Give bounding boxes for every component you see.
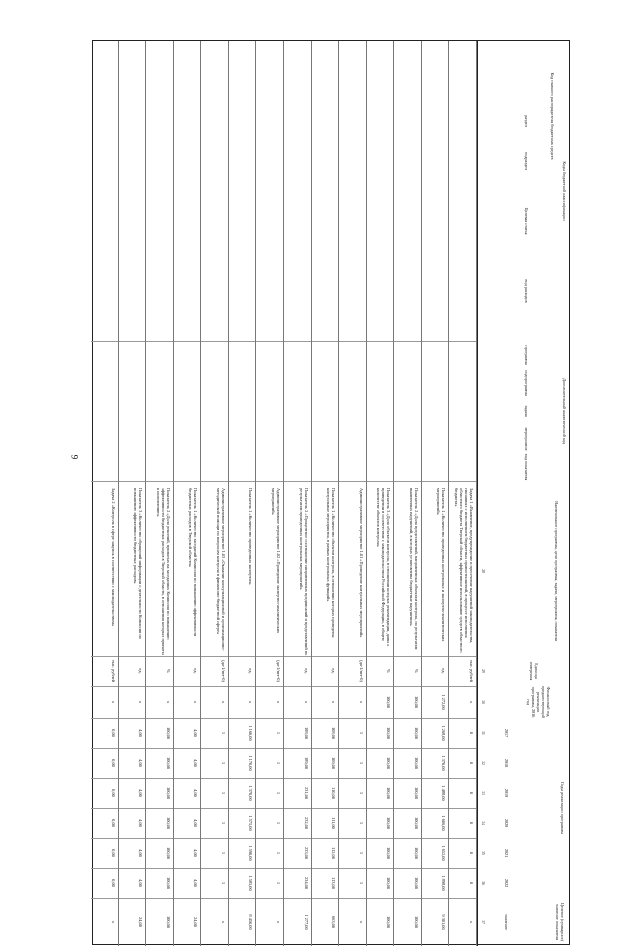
table-row [367, 41, 395, 946]
col-number-34: 34 [481, 821, 485, 825]
table-row [119, 41, 147, 946]
row-year-value: 0 [469, 731, 474, 735]
row-name: Показатель 1 «Количество заседаний Комиссии по повышению эффективности бюджетных расходов в Тверской области» [188, 488, 199, 637]
row-year-value: 1 268,00 [441, 725, 447, 741]
row-fin: х [220, 700, 226, 704]
row-name: Показатель 1 «Количество проведенных экспертиз» [248, 488, 254, 585]
row-name: Показатель 2 «Доля представлений, направленных объектам контроля, по результатам выявленных нарушений, в которых установлены бюджетные нарушения» [408, 488, 419, 650]
row-year-value: 4,00 [138, 729, 144, 737]
header-target: Целевое (суммарное) значение показателя [555, 903, 565, 941]
row-name: Показатель 1 «Количество проведенных контрольных и экспертно-аналитических мероприятий» [436, 488, 447, 642]
row-target: х [276, 920, 281, 924]
row-year-value: 0 [469, 851, 474, 855]
row-year-value: 0,00 [110, 819, 116, 827]
row-fin: х [331, 700, 337, 704]
row-year-value: 1 488,00 [441, 785, 447, 801]
row-year-value: 111,00 [331, 817, 337, 829]
header-add-program: программа [524, 345, 529, 365]
row-target: 100,00 [165, 915, 171, 929]
header-razdel: раздел [524, 115, 529, 127]
header-codes-group: Коды бюджетной классификации [562, 161, 567, 221]
row-year-value: 100,00 [413, 846, 419, 860]
row-year-value: 1 606,00 [441, 815, 447, 831]
row-year-value: 100,00 [413, 726, 419, 740]
header-fin: Финансовый год, предшествующий реализации программы, 2016 год [526, 686, 551, 718]
row-year-value: 233,00 [303, 846, 309, 860]
row-unit: (да-1/нет-0) [358, 660, 364, 682]
row-year-value: 100,00 [386, 756, 392, 770]
col-number-36: 36 [481, 881, 485, 885]
row-name: Показатель 3 «Доля объектов контроля, в отношении которых рекомендации, даны о приведении в соответствие с законодательством Российской Федерации, в общем количестве объектов контроля» [376, 488, 392, 647]
row-fin: х [138, 700, 144, 704]
row-year-value: 1 [358, 821, 364, 825]
row-year-value: 232,00 [303, 816, 309, 830]
row-fin: х [248, 700, 254, 704]
row-year-value: 0,00 [110, 759, 116, 767]
row-year-value: 1 [358, 881, 364, 885]
row-fin: 1 272,00 [441, 694, 447, 710]
row-year-value: 100,00 [165, 786, 171, 800]
header-add-event: мероприятие [524, 427, 529, 451]
table-row [256, 41, 284, 946]
row-unit: % [165, 669, 171, 673]
row-target: 100,00 [386, 915, 392, 929]
row-unit: ед. [248, 668, 254, 674]
row-year-value: 1 [276, 851, 281, 855]
row-year-value: 4,00 [193, 879, 199, 887]
row-unit: % [413, 669, 419, 673]
row-name: Задача 2 «Контроль в сфере закупок в соответствии с законодательством» [110, 488, 116, 627]
row-year-value: 100,00 [165, 726, 171, 740]
row-year-value: 1 652,00 [441, 845, 447, 861]
row-fin: 100,00 [413, 695, 419, 709]
col-number-31: 31 [481, 731, 485, 735]
row-year-value: 1 [276, 821, 281, 825]
row-year-value: 4,00 [193, 759, 199, 767]
row-year-value: 1 370,00 [441, 755, 447, 771]
row-target: 8 450,00 [248, 914, 254, 930]
row-year-value: 1 160,00 [248, 725, 254, 741]
row-year-value: 4,00 [138, 879, 144, 887]
row-unit: (да-1/нет-0) [276, 660, 281, 682]
row-name: Административное мероприятие 1.01 «Проведение контрольных мероприятий» [358, 488, 364, 638]
row-unit: тыс. рублей [469, 660, 474, 682]
row-unit: ед. [303, 668, 309, 674]
table-sheet [92, 40, 570, 945]
header-year-2018: 2018 [504, 758, 509, 768]
row-year-value: 0 [469, 791, 474, 795]
row-year-value: 1 [276, 761, 281, 765]
row-year-value: 109,00 [331, 756, 337, 770]
row-year-value: 189,00 [303, 756, 309, 770]
row-fin: х [303, 700, 309, 704]
row-year-value: 1 [358, 761, 364, 765]
row-year-value: 100,00 [413, 756, 419, 770]
table-row [174, 41, 202, 946]
row-target: 9 301,00 [441, 914, 447, 930]
row-name: Показатель 1 «Количество объектов контроля, в отношении которых проведены контрольные мероприятия, в рамках контрольных функций» [326, 488, 337, 638]
row-year-value: 234,00 [303, 876, 309, 890]
table-row [284, 41, 312, 946]
table-row [229, 41, 257, 946]
row-year-value: 231,00 [303, 786, 309, 800]
header-podrazdel: подраздел [524, 152, 529, 170]
row-year-value: 1 [358, 851, 364, 855]
row-year-value: 4,00 [138, 789, 144, 797]
row-year-value: 1 [358, 791, 364, 795]
row-year-value: 0,00 [110, 849, 116, 857]
row-fin: х [276, 700, 281, 704]
row-year-value: 4,00 [193, 819, 199, 827]
row-year-value: 100,00 [386, 786, 392, 800]
header-years-group: Годы реализации программы [560, 782, 565, 834]
header-target-article: Целевая статья [524, 207, 529, 235]
table-row [394, 41, 422, 946]
header-code-gr: Код главного распорядителя бюджетных средств [550, 72, 555, 160]
col-number-29: 29 [481, 669, 485, 673]
row-year-value: 1 [220, 791, 226, 795]
row-year-value: 1 170,00 [248, 755, 254, 771]
header-value: значение [504, 914, 509, 930]
col-number-33: 33 [481, 791, 485, 795]
row-fin: х [358, 700, 364, 704]
row-target: 24,00 [138, 917, 144, 927]
row-year-value: 0,00 [110, 879, 116, 887]
table-header [477, 41, 569, 946]
row-unit: ед. [193, 668, 199, 674]
header-add-subprogram: подпрограмма [524, 370, 529, 396]
row-target: 663,00 [331, 915, 337, 929]
row-year-value: 4,00 [193, 729, 199, 737]
row-year-value: 1 [276, 791, 281, 795]
header-year-2017: 2017 [504, 728, 509, 738]
header-add-task: задача [524, 405, 529, 417]
header-additional-group: Дополнительный аналитический код [562, 378, 567, 444]
row-year-value: 1 590,00 [248, 845, 254, 861]
row-year-value: 1 575,00 [248, 815, 254, 831]
table-row [449, 41, 477, 946]
table-row [312, 41, 340, 946]
row-year-value: 100,00 [165, 876, 171, 890]
header-year-2021: 2021 [504, 848, 509, 858]
row-year-value: 0 [469, 821, 474, 825]
row-year-value: 4,00 [138, 759, 144, 767]
row-year-value: 1 [358, 731, 364, 735]
row-year-value: 0,00 [110, 729, 116, 737]
row-year-value: 1 [220, 731, 226, 735]
row-fin: х [165, 700, 171, 704]
row-fin: 100,00 [386, 695, 392, 709]
row-name: Показатель 3 «Количество обращений информации о деятельности Комиссии по повышению эффективности бюджетных расходов» [133, 488, 144, 639]
row-year-value: 100,00 [386, 876, 392, 890]
row-year-value: 112,00 [331, 847, 337, 859]
row-year-value: 1 [276, 881, 281, 885]
row-target: 100,00 [413, 915, 419, 929]
header-unit: Единица измерения [529, 661, 539, 681]
col-number-37: 37 [481, 920, 485, 924]
row-unit: ед. [138, 668, 144, 674]
row-year-value: 1 [220, 761, 226, 765]
row-year-value: 100,00 [413, 816, 419, 830]
table-row [146, 41, 174, 946]
header-year-2020: 2020 [504, 818, 509, 828]
row-year-value: 1 585,00 [248, 875, 254, 891]
row-target: х [110, 920, 116, 924]
row-year-value: 1 370,00 [248, 785, 254, 801]
row-fin: х [469, 700, 474, 704]
row-year-value: 100,00 [165, 846, 171, 860]
row-name: Показатель 2 «Процентное соотношение направленных предписаний и представлений по результатам проведенных контрольных мероприятий» [298, 488, 309, 656]
col-number-32: 32 [481, 761, 485, 765]
col-number-28: 28 [481, 569, 485, 573]
header-add-kind: вид показателя [524, 453, 529, 481]
row-name: Задача 1 «Выявление, предупреждение и пресечение нарушений законодательства, связанных с исполнением бюджетных правоотношений, в процессе исполнения областного бюджета Тверской области, эффективное использование средств областного бюджета» [454, 488, 474, 653]
row-target: 24,00 [193, 917, 199, 927]
row-unit: (да-1/нет-0) [220, 660, 226, 682]
header-vid: вид расходов [524, 279, 529, 303]
row-fin: х [193, 700, 199, 704]
row-year-value: 188,00 [303, 726, 309, 740]
row-year-value: 100,00 [413, 786, 419, 800]
row-year-value: 100,00 [413, 876, 419, 890]
table-row [91, 41, 119, 946]
table-row [422, 41, 450, 946]
row-fin: х [110, 700, 116, 704]
row-target: х [220, 920, 226, 924]
row-year-value: 4,00 [138, 849, 144, 857]
row-name: Административное мероприятие 1.02 «Проведение экспертно-аналитических мероприятий» [271, 488, 281, 634]
row-unit: ед. [331, 668, 337, 674]
table-row [339, 41, 367, 946]
row-unit: % [386, 669, 392, 673]
row-unit: тыс. рублей [110, 660, 116, 682]
row-target: х [358, 920, 364, 924]
row-year-value: 0 [469, 881, 474, 885]
header-year-2022: 2022 [504, 878, 509, 888]
row-year-value: 0 [469, 761, 474, 765]
row-year-value: 113,00 [331, 877, 337, 889]
row-year-value: 1 [220, 881, 226, 885]
col-number-35: 35 [481, 851, 485, 855]
row-year-value: 100,00 [165, 816, 171, 830]
row-year-value: 100,00 [165, 756, 171, 770]
row-year-value: 0,00 [110, 789, 116, 797]
row-year-value: 100,00 [386, 846, 392, 860]
page-number: 9 [69, 454, 80, 460]
row-unit: ед. [441, 668, 447, 674]
row-year-value: 1 [276, 731, 281, 735]
header-name: Наименование программы, цели программы, задачи, мероприятия, показателя [554, 501, 559, 641]
row-target: 1 277,00 [303, 914, 309, 930]
row-name: Административное мероприятие 1.03 «Оказание консультационной и организационно-методической помощи по вопросам контроля в финансово-бюджетной сфере» [215, 488, 226, 651]
row-year-value: 110,00 [331, 787, 337, 799]
row-year-value: 100,00 [386, 816, 392, 830]
header-year-2019: 2019 [504, 788, 509, 798]
row-year-value: 4,00 [193, 849, 199, 857]
row-year-value: 4,00 [193, 789, 199, 797]
table-row [201, 41, 229, 946]
row-year-value: 1 [220, 851, 226, 855]
row-year-value: 1 898,00 [441, 875, 447, 891]
col-number-30: 30 [481, 700, 485, 704]
row-year-value: 4,00 [138, 819, 144, 827]
row-year-value: 108,00 [331, 726, 337, 740]
row-target: х [469, 920, 474, 924]
row-name: Показатель 2 «Доля решений, принятых на заседаниях Комиссии по повышению эффективности бюджетных расходов в Тверской области, в отношении которых приняты к исполнению» [155, 488, 171, 655]
row-year-value: 1 [220, 821, 226, 825]
table-frame [92, 40, 570, 945]
row-year-value: 100,00 [386, 726, 392, 740]
